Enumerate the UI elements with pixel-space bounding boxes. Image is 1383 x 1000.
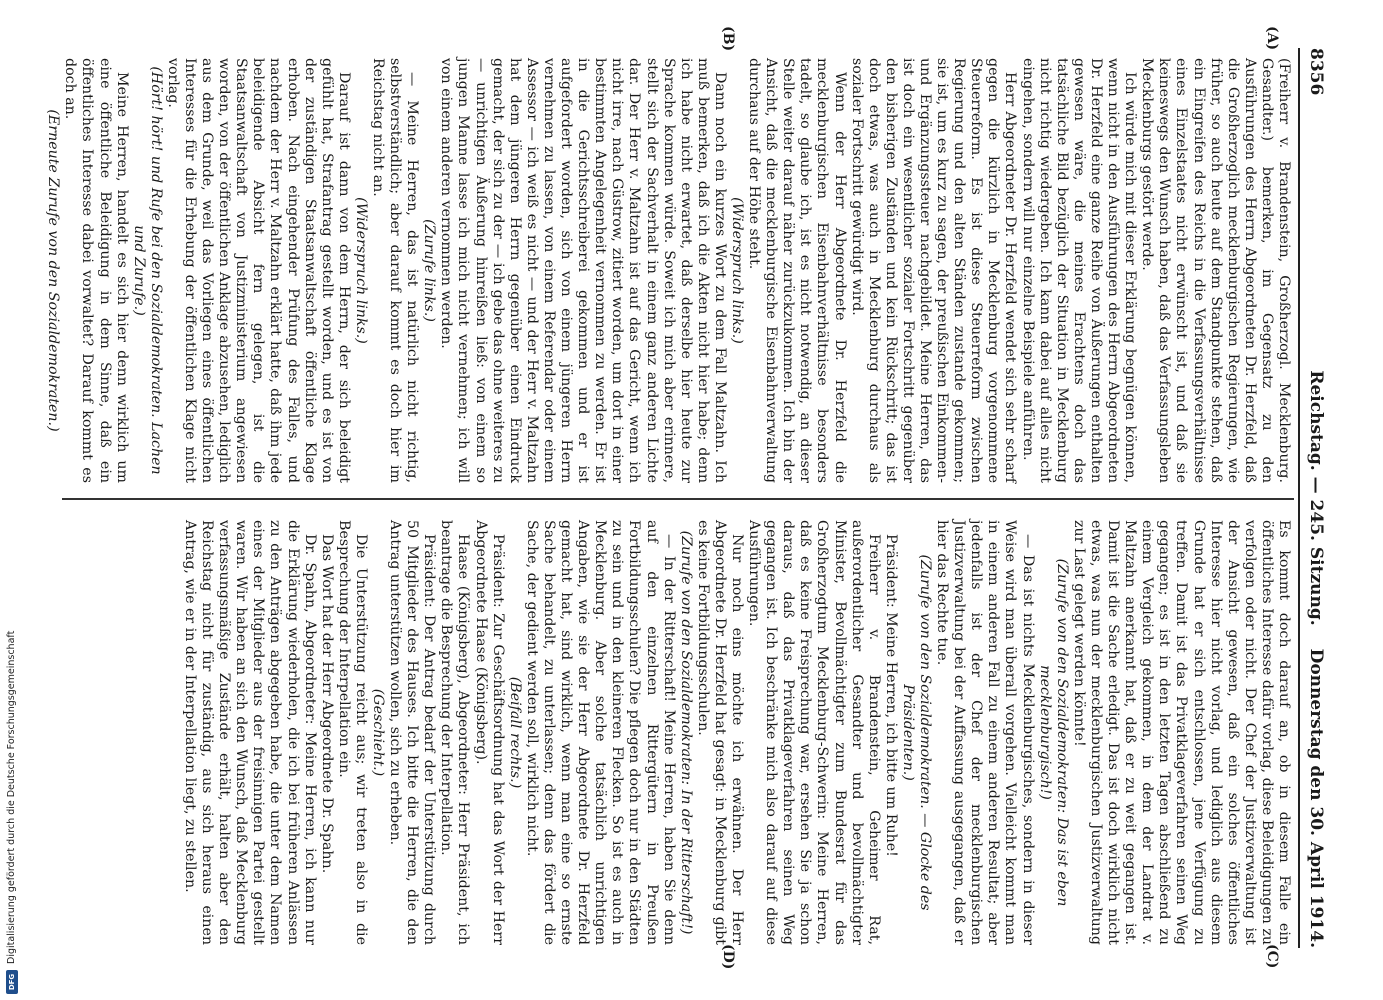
paragraph: Meine Herren, handelt es sich hier denn wirklich um eine öffentliche Beleidigung in dem Sinne, daß ein öffentliches Interesse dabei vorwaltet? Darauf kommt es doch an. bbox=[62, 58, 130, 483]
margin-marker-a: (A) bbox=[1264, 26, 1280, 51]
paragraph: Herr Abgeordneter Dr. Herzfeld wendet sich sehr scharf gegen die kürzlich in Mecklenburg vorgenommene Steuerreform. Es ist diese Steuerreform zwischen Regierung und den alten Ständen zustande gekommen; sie ist, um es kurz zu sagen, der preußischen Einkommen- und Ergänzungssteuer nachgebildet. Meine Herren, das ist doch ein wesentlicher sozialer Fortschritt gegenüber den bisherigen Zuständen und kein Rückschritt; das ist doch etwas, was auch in Mecklenburg durchaus als sozialer Fortschritt gewürdigt wird. bbox=[848, 58, 1019, 483]
digitization-credit bbox=[6, 8, 18, 991]
page-number: 8356 bbox=[1306, 48, 1326, 96]
interjection: (Widerspruch links.) bbox=[729, 197, 745, 344]
paragraph: — Meine Herren, das ist natürlich nicht richtig, selbstverständlich; aber darauf kommt es doch hier im Reichstag nicht an. bbox=[370, 58, 421, 483]
header-rule bbox=[1298, 48, 1300, 948]
interjection: (Erneute Zurufe von den Sozialdemokraten.) bbox=[45, 109, 62, 432]
interjection: (Zurufe links.) bbox=[421, 219, 438, 322]
interjection: (Zurufe von den Sozialdemokraten: Das ist eben mecklenburgisch!) bbox=[1036, 558, 1070, 907]
paragraph: Präsident: Der Antrag bedarf der Unterstützung durch 50 Mitglieder des Hauses. Ich bitte die Herren, die den Antrag unterstützen wollen, sich zu erheben. bbox=[387, 520, 438, 945]
interjection: (Widerspruch links.) bbox=[352, 197, 369, 344]
paragraph: Wenn der Herr Abgeordnete Dr. Herzfeld die mecklenburgischen Eisenbahnverhältnisse besonders tadelt, so glaube ich, ist es nicht notwendig, an dieser Stelle weiter darauf näher zurückzukommen. Ich bin der Ansicht, daß die mecklenburgische Eisenbahnverwaltung durchaus auf der Höhe steht. bbox=[746, 58, 848, 483]
paragraph: Die Unterstützung reicht aus; wir treten also in die Besprechung der Interpellation ein. bbox=[335, 520, 369, 945]
paragraph: Nur noch eins möchte ich erwähnen. Der Herr Abgeordnete Dr. Herzfeld hat gesagt: in Mecklenburg gibt es keine Fortbildungsschulen. bbox=[694, 520, 745, 945]
dfg-logo bbox=[6, 970, 18, 994]
paragraph: Haase (Königsberg), Abgeordneter: Herr Präsident, ich beantrage die Besprechung der Interpellation. bbox=[438, 520, 472, 945]
paragraph: Dann noch ein kurzes Wort zu dem Fall Maltzahn. Ich muß bemerken, daß ich die Akten nicht hier habe; denn ich habe nicht erwartet, daß derselbe hier heute zur Sprache kommen würde. Soweit ich mich aber erinnere, stellt sich der Sachverhalt in einem ganz anderen Lichte dar. Der Herr v. Maltzahn ist auf das Gericht, wenn ich nicht irre, nach Güstrow, zitiert worden, um dort in einer bestimmten Angelegenheit vernommen zu werden. Er ist in die Gerichtsschreiberei gekommen und er ist aufgefordert worden, sich von einem jüngeren Herrn vernehmen zu lassen, von einem Referendar oder einem Assessor — ich weiß es nicht — und der Herr v. Maltzahn hat dem jüngeren Herrn gegenüber einen Eindruck gemacht, der sich zu der — ich gebe das ohne weiteres zu — unrichtigen Äußerung hinreißen ließ: von einem so jungen Manne lasse ich mich nicht vernehmen; ich will von einem anderen vernommen werden. bbox=[438, 58, 728, 483]
paragraph: Präsident: Meine Herren, ich bitte um Ruhe! bbox=[882, 534, 899, 857]
margin-marker-c: (C) bbox=[1264, 944, 1280, 969]
paragraph: — In der Ritterschaft! Meine Herren, haben Sie denn auf den einzelnen Rittergütern in Preußen Fortbildungsschulen? Die pflegen doch nur in den Städten zu sein und in den kleineren Flecken. So ist es auch in Mecklenburg. Aber solche tatsächlich unrichtigen Angaben, wie sie der Herr Abgeordnete Dr. Herzfeld gemacht hat, sind wirklich, wenn man eine so ernste Sache behandelt, zu unterlassen; denn das fördert die Sache, der gedient werden soll, wirklich nicht. bbox=[523, 520, 677, 945]
paragraph: Präsident: Zur Geschäftsordnung hat das Wort der Herr Abgeordnete Haase (Königsberg). bbox=[472, 520, 506, 945]
paragraph: Dr. Spahn, Abgeordneter: Meine Herren, ich kann nur die Erklärung wiederholen, die ich bei früheren Anlässen zu den Anträgen abgegeben habe, die unter dem Namen eines der Mitglieder aus der freisinnigen Partei gestellt waren. Wir haben an sich den Wunsch, daß Mecklenburg verfassungsmäßige Zustände erhält, halten aber den Reichstag nicht für zuständig, aus sich heraus einen Antrag, wie er in der Interpellation liegt, zu stellen. bbox=[182, 520, 318, 945]
left-column bbox=[44, 58, 1292, 483]
margin-marker-d: (D) bbox=[720, 944, 736, 970]
interjection: (Hört! hört! und Rufe bei den Sozialdemokraten. Lachen und Zurufe.) bbox=[130, 66, 164, 475]
paragraph: (Freiherr v. Brandenstein, Großherzogl. Mecklenburg. Gesandter.) bemerken, im Gegensatz zu den Ausführungen des Herrn Abgeordneten Dr. Herzfeld, daß die Großherzoglich mecklenburgischen Regierungen, wie früher, so auch heute auf dem Standpunkte stehen, daß ein Eingreifen des Reichs in die Verfassungsverhältnisse eines Einzelstaates nicht erwünscht ist, und daß sie keineswegs den Wunsch haben, daß das Verfassungsleben Mecklenburgs gestört werde. bbox=[1139, 58, 1292, 483]
interjection: (Zurufe von den Sozialdemokraten. — Glocke des Präsidenten.) bbox=[899, 554, 934, 911]
interjection: (Geschieht.) bbox=[370, 688, 387, 777]
paragraph: Darauf ist dann von dem Herrn, der sich beleidigt gefühlt hat, Strafantrag gestellt worden, und es ist von der zuständigen Staatsanwaltschaft öffentliche Klage erhoben. Nach eingehender Prüfung des Falles, und nachdem der Herr v. Maltzahn erklärt hatte, daß ihm jede beleidigende Absicht fern gelegen, ist die Staatsanwaltschaft von Justizministerium angewiesen worden, von der öffentlichen Anklage abzusehen, lediglich aus dem Grunde, weil das Vorliegen eines öffentlichen Interesses für die Erhebung der öffentlichen Klage nicht vorlag. bbox=[164, 58, 352, 483]
margin-marker-b: (B) bbox=[720, 26, 736, 52]
paragraph: — Das ist nichts Mecklenburgisches, sondern in dieser Weise wird man überall vorgehen. Vielleicht kommt man in einem anderen Fall zu einem anderen Resultat; aber jedenfalls ist der Chef der mecklenburgischen Justizverwaltung bei der Auffassung ausgegangen, daß er hier das Rechte tue. bbox=[934, 520, 1036, 945]
column-divider bbox=[62, 498, 1294, 500]
session-title: Reichstag. — 245. Sitzung. bbox=[1306, 370, 1326, 626]
interjection: (Beifall rechts.) bbox=[506, 676, 523, 789]
interjection: (Zurufe von den Sozialdemokraten: In der Ritterschaft!) bbox=[677, 530, 694, 935]
paragraph: Es kommt doch darauf an, ob in diesem Falle ein öffentliches Interesse dafür vorlag, diese Beleidigungen zu verfolgen oder nicht. Der Chef der Justizverwaltung ist der Ansicht gewesen, daß ein solches öffentliches Interesse hier nicht vorlag, und lediglich aus diesem Grunde hat er sich entschlossen, jene Verfügung zu treffen. Damit ist das Privatklageverfahren seinen Weg gegangen; es ist in den letzten Tagen abschließend zu einem Vergleich gekommen, in dem der Landrat v. Maltzahn anerkannt hat, daß er zu weit gegangen ist. Damit ist die Sache erledigt. Das ist doch wirklich nicht etwas, was nun der mecklenburgischen Justizverwaltung zur Last gelegt werden könnte! bbox=[1070, 520, 1292, 945]
right-column bbox=[181, 520, 1292, 945]
rotated-newspaper-page bbox=[42, 28, 1332, 968]
dfg-logo-text: DFG bbox=[8, 973, 16, 991]
paragraph: Freiherr v. Brandenstein, Geheimer Rat, außerordentlicher Gesandter und bevollmächtigter Minister, Bevollmächtigter zum Bundesrat für das Großherzogtum Mecklenburg-Schwerin: Meine Herren, daß es keine Freisprechung war, ersehen Sie ja schon daraus, daß das Privatklageverfahren seinen Weg gegangen ist. Ich beschränke mich also darauf auf diese Ausführungen. bbox=[746, 520, 882, 945]
credit-text: Digitalisierung gefördert durch die Deutsche Forschungsgemeinschaft bbox=[6, 630, 17, 964]
session-date: Donnerstag den 30. April 1914. bbox=[1306, 648, 1326, 948]
page-header bbox=[1300, 48, 1328, 948]
paragraph: Ich würde mich mit dieser Erklärung begnügen können, wenn nicht in den Ausführungen des Herrn Abgeordneten Dr. Herzfeld eine ganze Reihe von Äußerungen enthalten gewesen wäre, die meines Erachtens doch das tatsächliche Bild bezüglich der Situation in Mecklenburg nicht richtig wiedergeben. Ich kann dabei auf alles nicht eingehen, sondern will nur einzelne Beispiele anführen. bbox=[1019, 58, 1139, 483]
paragraph: Das Wort hat der Herr Abgeordnete Dr. Spahn. bbox=[318, 534, 335, 874]
